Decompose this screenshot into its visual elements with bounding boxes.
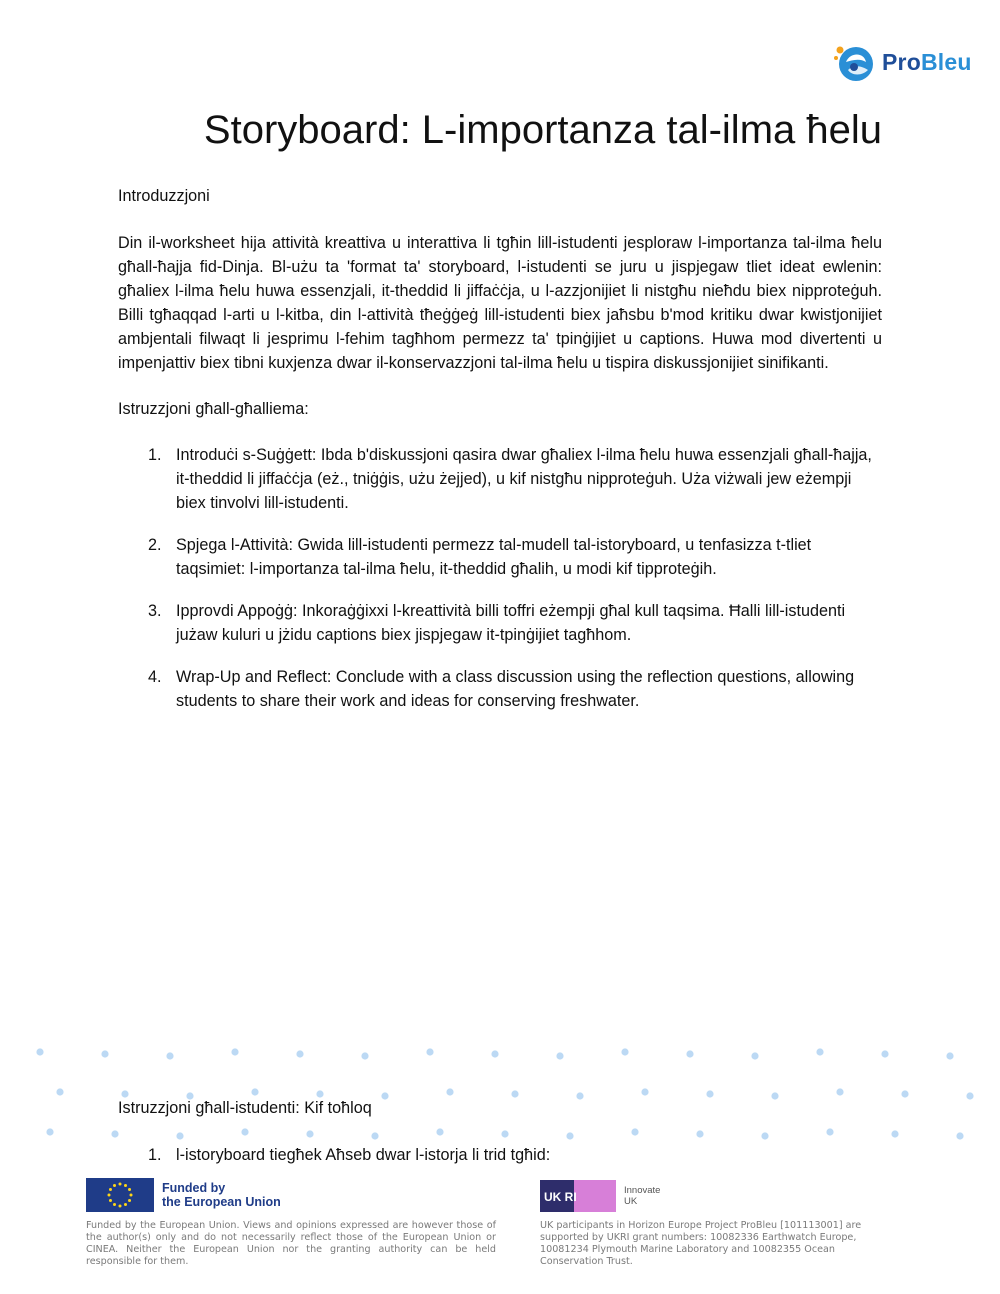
eu-star xyxy=(108,1194,111,1197)
decorative-dot xyxy=(771,1092,778,1099)
step-number: 1. xyxy=(148,446,162,464)
ukri-logo-icon xyxy=(540,1180,616,1212)
decorative-dot xyxy=(576,1092,583,1099)
decorative-dot xyxy=(46,1128,53,1135)
decorative-dot xyxy=(241,1128,248,1135)
decorative-dot xyxy=(56,1088,63,1095)
student-step xyxy=(148,1146,550,1165)
decorative-dot xyxy=(621,1048,628,1055)
decorative-dot xyxy=(946,1052,953,1059)
decorative-dot xyxy=(121,1090,128,1097)
step-text: l-istoryboard tiegħek Aħseb dwar l-istorja li trid tgħid: xyxy=(176,1146,551,1164)
decorative-dot xyxy=(251,1088,258,1095)
decorative-dot xyxy=(436,1128,443,1135)
decorative-dot xyxy=(891,1130,898,1137)
intro-paragraph: Din il-worksheet hija attività kreattiva u interattiva li tgħin lill-istudenti jesploraw l-importanza tal-ilma ħelu għall-ħajja fid-Dinja. Bl-użu ta 'format ta' storyboard, l-istudenti se juru u jispjegaw tliet ideat ewlenin: għaliex l-ilma ħelu huwa essenzjali, it-theddid li jiffaċċja, u l-azzjonijiet li nistgħu nieħdu biex nipproteġuh. Billi tgħaqqad l-arti u l-kitba, din l-attività tħeġġeġ lill-istudenti biex jaħsbu b'mod kritiku dwar kwistjonijiet ambjentali filwaqt li jesprimu l-fehim tagħhom permezz ta' tpinġijiet u captions. Huwa mod divertenti u impenjattiv biex tibni kuxjenza dwar il-konservazzjoni tal-ilma ħelu u tispira diskussjonijiet sinifikanti. xyxy=(118,234,882,372)
uk-disclaimer: UK participants in Horizon Europe Project ProBleu [101113001] are supported by UKRI grant numbers: 10082336 Earthwatch Europe, 10081234 Plymouth Marine Laboratory and 10082355 Ocean Conservation Trust. xyxy=(540,1220,862,1267)
decorative-dot xyxy=(36,1048,43,1055)
eu-funding-block xyxy=(86,1178,496,1268)
brand-bleu: Bleu xyxy=(920,48,972,75)
eu-star xyxy=(124,1203,127,1206)
decorative-dot xyxy=(761,1132,768,1139)
eu-label-line: Funded by xyxy=(162,1181,226,1195)
eu-label-line: the European Union xyxy=(162,1195,281,1209)
decorative-dot xyxy=(111,1130,118,1137)
list-item xyxy=(118,599,882,647)
probleu-wordmark xyxy=(882,49,972,76)
decorative-dot xyxy=(446,1088,453,1095)
decorative-dot xyxy=(306,1130,313,1137)
eu-disclaimer: Funded by the European Union. Views and opinions expressed are however those of the author(s) only and do not necessarily reflect those of the European Union or CINEA. Neither the European Union nor the granting authority can be held responsible for them. xyxy=(86,1220,496,1267)
step-text: Ipprovdi Appoġġ: Inkoraġġixxi l-kreattività billi toffri eżempji għal kull taqsima. Ħalli lill-istudenti jużaw kuluri u jżidu captions biex jispjegaw it-tpinġijiet tagħhom. xyxy=(176,602,846,644)
eu-star xyxy=(130,1194,133,1197)
decorative-dot xyxy=(901,1090,908,1097)
main-content xyxy=(118,184,882,731)
decorative-dot xyxy=(816,1048,823,1055)
eu-star xyxy=(113,1203,116,1206)
decorative-dot xyxy=(511,1090,518,1097)
eu-flag-icon xyxy=(86,1178,154,1212)
innovate-line: UK xyxy=(624,1196,638,1207)
eu-star xyxy=(119,1183,122,1186)
decorative-dot xyxy=(566,1132,573,1139)
decorative-dot xyxy=(381,1092,388,1099)
probleu-mark-icon xyxy=(832,40,876,84)
decorative-dot xyxy=(826,1128,833,1135)
teacher-heading: Istruzzjoni għall-għalliema: xyxy=(118,400,309,418)
decorative-dot-pattern xyxy=(0,1040,1000,1150)
step-number: 4. xyxy=(148,668,162,686)
list-item xyxy=(118,443,882,515)
student-heading: Istruzzjoni għall-istudenti: Kif toħloq xyxy=(118,1099,372,1117)
decorative-dot xyxy=(556,1052,563,1059)
decorative-dot xyxy=(696,1130,703,1137)
decorative-dot xyxy=(491,1050,498,1057)
decorative-dot xyxy=(706,1090,713,1097)
step-text: Introduċi s-Suġġett: Ibda b'diskussjoni qasira dwar għaliex l-ilma ħelu huwa essenzjali għall-ħajja, it-theddid li jiffaċċja (eż., tniġġis, użu żejjed), u kif nistgħu nipproteġuh. Uża viżwali jew eżempji biex tinvolvi lill-istudenti. xyxy=(176,446,872,512)
eu-star xyxy=(109,1188,112,1191)
eu-star xyxy=(109,1199,112,1202)
step-number: 3. xyxy=(148,602,162,620)
eu-star xyxy=(128,1199,131,1202)
decorative-dot xyxy=(176,1132,183,1139)
probleu-logo xyxy=(832,40,972,84)
decorative-dot xyxy=(641,1088,648,1095)
decorative-dot xyxy=(426,1048,433,1055)
eu-star xyxy=(113,1184,116,1187)
teacher-steps-list xyxy=(118,443,882,713)
decorative-dot xyxy=(631,1128,638,1135)
ukri-block xyxy=(540,1180,900,1268)
step-text: Wrap-Up and Reflect: Conclude with a class discussion using the reflection questions, allowing students to share their work and ideas for conserving freshwater. xyxy=(176,668,855,710)
decorative-dot xyxy=(316,1090,323,1097)
step-number: 1. xyxy=(148,1146,162,1164)
list-item xyxy=(118,665,882,713)
innovate-uk-label xyxy=(624,1185,660,1207)
decorative-dot xyxy=(231,1048,238,1055)
decorative-dot xyxy=(966,1092,973,1099)
step-text: Spjega l-Attività: Gwida lill-istudenti permezz tal-mudell tal-istoryboard, u tenfasizza t-tliet taqsimiet: l-importanza tal-ilma ħelu, it-theddid għalih, u modi kif tipproteġih. xyxy=(176,536,812,578)
decorative-dot xyxy=(881,1050,888,1057)
decorative-dot xyxy=(296,1050,303,1057)
ukri-logo-text: UK RI xyxy=(544,1190,577,1204)
decorative-dot xyxy=(956,1132,963,1139)
eu-star xyxy=(128,1188,131,1191)
eu-star xyxy=(119,1205,122,1208)
step-number: 2. xyxy=(148,536,162,554)
page-title: Storyboard: L-importanza tal-ilma ħelu xyxy=(203,108,882,152)
decorative-dot xyxy=(166,1052,173,1059)
eu-star xyxy=(124,1184,127,1187)
intro-heading: Introduzzjoni xyxy=(118,187,210,205)
brand-pro: Pro xyxy=(882,48,921,75)
decorative-dot xyxy=(361,1052,368,1059)
decorative-dot xyxy=(836,1088,843,1095)
decorative-dot xyxy=(371,1132,378,1139)
decorative-dot xyxy=(501,1130,508,1137)
list-item xyxy=(118,533,882,581)
innovate-line: Innovate xyxy=(624,1185,661,1196)
decorative-dot xyxy=(686,1050,693,1057)
eu-funded-label xyxy=(162,1181,281,1209)
decorative-dot xyxy=(101,1050,108,1057)
decorative-dot xyxy=(751,1052,758,1059)
